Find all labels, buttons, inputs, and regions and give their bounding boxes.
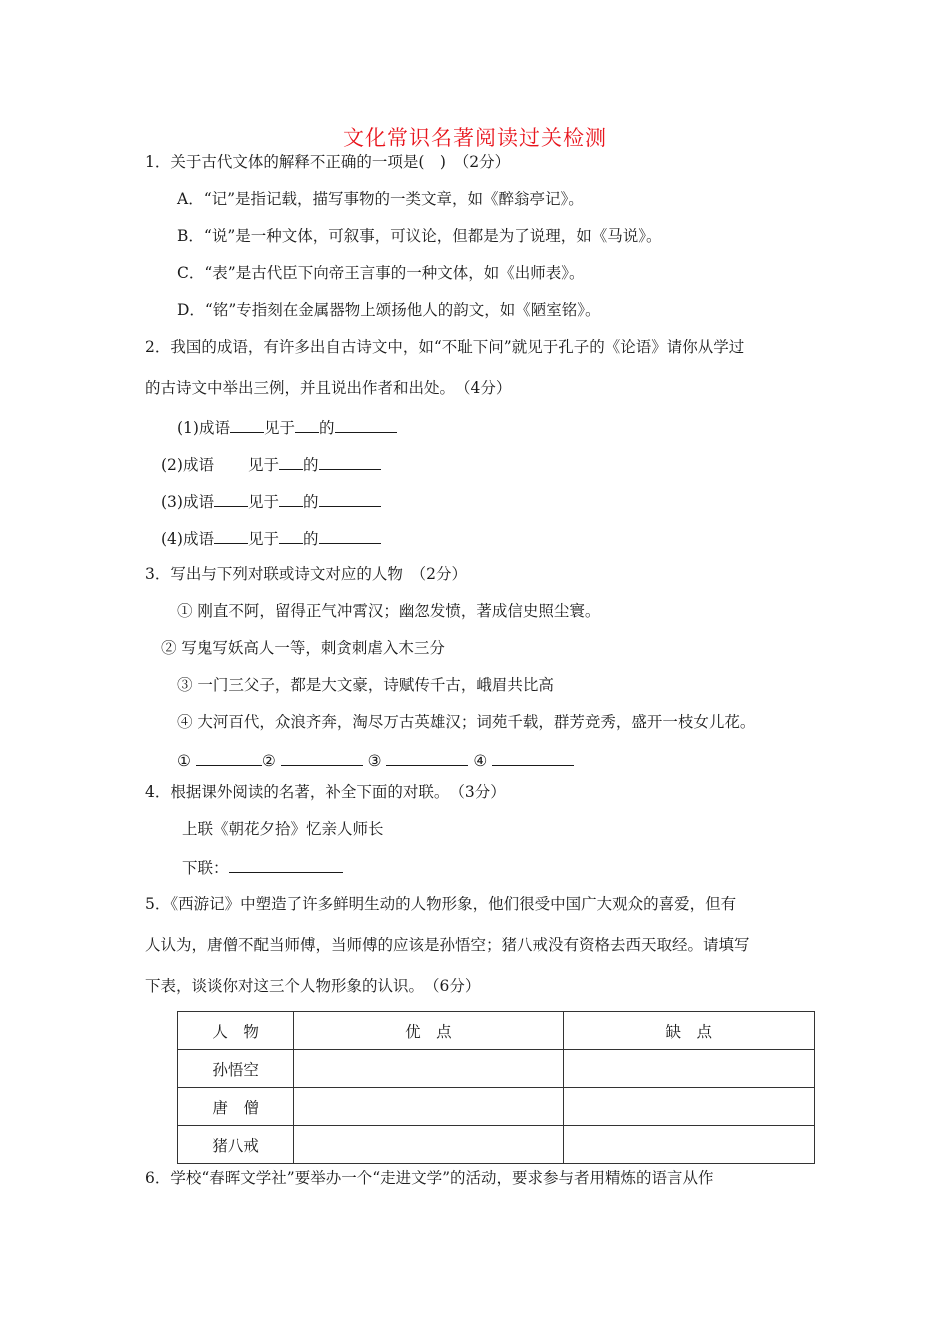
blank-line[interactable] [279, 526, 303, 544]
answer-cell[interactable] [563, 1126, 814, 1164]
blank-line[interactable] [230, 415, 264, 433]
q2-blank-1: (1)成语 见于 的 [177, 415, 397, 439]
blank-line[interactable] [281, 748, 363, 766]
q4-lower-couplet: 下联： [182, 855, 343, 879]
q1-option-d: D．“铭”专指刻在金属器物上颂扬他人的韵文，如《陋室铭》。 [177, 301, 601, 319]
q3-stem: 3．写出与下列对联或诗文对应的人物 （2分） [145, 565, 467, 583]
blank-line[interactable] [295, 415, 319, 433]
blank-line[interactable] [319, 489, 381, 507]
blank-line[interactable] [229, 855, 343, 873]
header-character: 人 物 [178, 1012, 294, 1050]
table-header-row [178, 1012, 815, 1050]
blank-line[interactable] [214, 489, 248, 507]
table-row [178, 1088, 815, 1126]
q4-stem: 4．根据课外阅读的名著，补全下面的对联。 （3分） [145, 783, 506, 801]
q1-stem: 1．关于古代文体的解释不正确的一项是( ) （2分） [145, 153, 511, 171]
q3-item-3: ③ 一门三父子，都是大文豪，诗赋传千古，峨眉共比高 [177, 676, 554, 694]
q4-upper-couplet: 上联《朝花夕拾》忆亲人师长 [182, 820, 384, 838]
blank-line[interactable] [492, 748, 574, 766]
row-label: 猪八戒 [178, 1126, 294, 1164]
blank-line[interactable] [214, 526, 248, 544]
q2-blank-2: (2)成语 见于 的 [161, 452, 381, 476]
q5-stem-line3: 下表，谈谈你对这三个人物形象的认识。 （6分） [145, 977, 481, 995]
answer-cell[interactable] [294, 1088, 563, 1126]
q5-stem-line2: 人认为，唐僧不配当师傅，当师傅的应该是孙悟空；猪八戒没有资格去西天取经。请填写 [145, 936, 750, 954]
answer-cell[interactable] [563, 1050, 814, 1088]
answer-cell[interactable] [294, 1050, 563, 1088]
table-row [178, 1126, 815, 1164]
q1-option-a: A．“记”是指记载，描写事物的一类文章，如《醉翁亭记》。 [177, 190, 584, 208]
character-table [177, 1011, 815, 1164]
table-row [178, 1050, 815, 1088]
header-strengths: 优 点 [294, 1012, 563, 1050]
q3-item-2: ② 写鬼写妖高人一等，刺贪刺虐入木三分 [161, 639, 445, 657]
q1-option-c: C．“表”是古代臣下向帝王言事的一种文体，如《出师表》。 [177, 264, 585, 282]
row-label: 孙悟空 [178, 1050, 294, 1088]
q2-blank-4: (4)成语 见于 的 [161, 526, 381, 550]
q2-blank-3: (3)成语 见于 的 [161, 489, 381, 513]
answer-cell[interactable] [294, 1126, 563, 1164]
page-title: 文化常识名著阅读过关检测 [343, 126, 607, 150]
q2-stem-line2: 的古诗文中举出三例，并且说出作者和出处。 （4分） [145, 379, 512, 397]
q5-stem-line1: 5．《西游记》中塑造了许多鲜明生动的人物形象，他们很受中国广大观众的喜爱，但有 [145, 895, 737, 913]
q1-option-b: B．“说”是一种文体，可叙事，可议论，但都是为了说理，如《马说》。 [177, 227, 662, 245]
blank-line[interactable] [319, 452, 381, 470]
q3-answer-row: ① ② ③ ④ [177, 748, 574, 772]
blank-line[interactable] [335, 415, 397, 433]
header-weaknesses: 缺 点 [563, 1012, 814, 1050]
answer-cell[interactable] [563, 1088, 814, 1126]
q6-stem-line1: 6．学校“春晖文学社”要举办一个“走进文学”的活动，要求参与者用精炼的语言从作 [145, 1169, 714, 1187]
blank-line[interactable] [279, 452, 303, 470]
blank-line[interactable] [196, 748, 262, 766]
blank-line[interactable] [319, 526, 381, 544]
q2-stem-line1: 2．我国的成语，有许多出自古诗文中，如“不耻下问”就见于孔子的《论语》请你从学过 [145, 338, 745, 356]
q3-item-1: ① 刚直不阿，留得正气冲霄汉；幽忽发愤，著成信史照尘寰。 [177, 602, 601, 620]
blank-line[interactable] [279, 489, 303, 507]
blank-line[interactable] [386, 748, 468, 766]
q3-item-4: ④ 大河百代，众浪齐奔，淘尽万古英雄汉；词苑千载，群芳竞秀，盛开一枝女儿花。 [177, 713, 756, 731]
row-label: 唐 僧 [178, 1088, 294, 1126]
